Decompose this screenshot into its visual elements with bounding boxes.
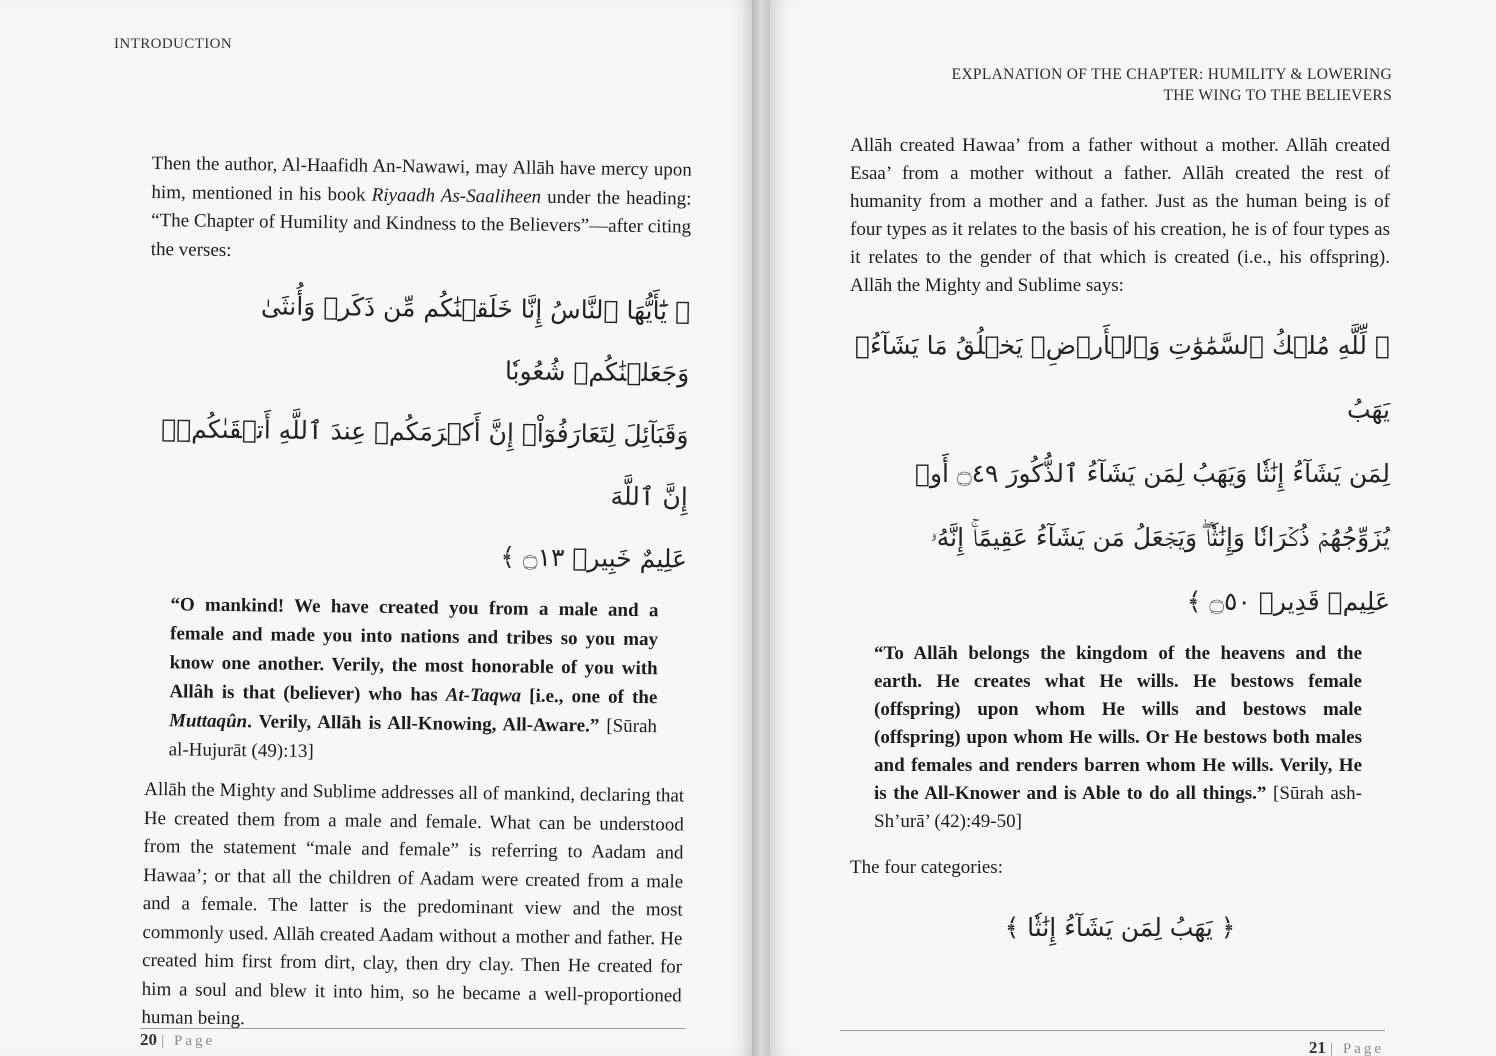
book-title: Riyaadh As-Saaliheen — [371, 184, 542, 208]
arabic-verse-line: يُزَوِّجُهُمۡ ذُكۡرَانٗا وَإِنَٰثٗاۖ وَيَجۡعَلُ مَن يَشَآءُ عَقِيمًاۚ إِنَّهُۥ — [930, 523, 1390, 552]
text-span: . Verily, Allāh is All-Knowing, All-Aware.” — [247, 711, 600, 737]
arabic-verse-block — [147, 274, 691, 591]
page-number: 20 — [140, 1030, 157, 1049]
text-span: “O mankind! We have created you from a male and a female and made you into nations and tribes so you may know one another. Verily, the most honorable of you with Allâh is that (believer) who has — [169, 594, 659, 706]
creation-paragraph: Allāh created Hawaa’ from a father without a mother. Allāh created Esaa’ from a mother without a father. Allāh created the rest of humanity from a mother and a father. Just as the human being is of four types as it relates to the basis of his creation, he is of four types as it relates to the gender of that which is created (i.e., his offspring). Allāh the Mighty and Sublime says: — [850, 135, 1390, 296]
page-footer — [140, 1030, 215, 1050]
arabic-verse-block — [850, 314, 1390, 634]
running-head: INTRODUCTION — [114, 36, 233, 52]
text-span: Then the author, Al-Haafidh An-Nawawi, may Allāh have mercy upon him, mentioned in his book — [151, 152, 692, 206]
term-italic: Muttaqûn — [168, 710, 248, 733]
page-label: | Page — [161, 1033, 216, 1049]
arabic-verse-line: ﴿ يَٰٓأَيُّهَا ٱلنَّاسُ إِنَّا خَلَقۡنَٰكُم مِّن ذَكَرٖ وَأُنثَىٰ وَجَعَلۡنَٰكُمۡ شُعُوبٗا — [260, 291, 691, 388]
text-span: under the heading: “The Chapter of Humility and Kindness to the Believers”—after citing the verses: — [150, 186, 692, 261]
running-head — [832, 64, 1392, 106]
arabic-verse-line: ﴿ لِّلَّهِ مُلۡكُ ٱلسَّمَٰوَٰتِ وَٱلۡأَرۡضِۚ يَخۡلُقُ مَا يَشَآءُۚ يَهَبُ — [855, 331, 1390, 424]
book-gutter — [752, 0, 770, 1056]
verse-translation — [850, 640, 1390, 836]
arabic-verse-line: وَقَبَآئِلَ لِتَعَارَفُوٓاْۚ إِنَّ أَكۡرَمَكُمۡ عِندَ ٱللَّهِ أَتۡقَىٰكُمۡۚ إِنَّ ٱللَّهَ — [161, 414, 689, 512]
intro-paragraph — [151, 150, 692, 271]
arabic-verse-line: عَلِيمٞ قَدِيرٞ ۝٥٠ ﴾ — [1186, 587, 1390, 616]
running-head-line: THE WING TO THE BELIEVERS — [1163, 87, 1392, 104]
page-number: 21 — [1308, 1038, 1326, 1056]
verse-translation — [144, 590, 686, 771]
commentary-paragraph: Allāh the Mighty and Sublime addresses all of mankind, declaring that He created them from a male and female. What can be understood from the statement “male and female” is referring to Aadam and Hawaa’; or that all the children of Aadam were created from a male and a female. The latter is the predominant view and the most commonly used. Allāh created Aadam without a mother and father. He created him first from dirt, clay, then dry clay. Then He created for him a soul and blew it into him, so he became a well-proportioned human being. — [141, 778, 685, 1030]
page-label: | Page — [1330, 1041, 1384, 1056]
left-page-body — [141, 150, 692, 1039]
running-head-line: EXPLANATION OF THE CHAPTER: HUMILITY & LOWERING — [951, 66, 1392, 83]
term-italic: At-Taqwa — [445, 684, 522, 707]
footer-rule — [140, 1028, 685, 1029]
arabic-verse-line: لِمَن يَشَآءُ إِنَٰثٗا وَيَهَبُ لِمَن يَشَآءُ ٱلذُّكُورَ ۝٤٩ أَوۡ — [914, 459, 1390, 488]
surah-reference: [Sūrah al-Hujurāt (49):13] — [168, 715, 658, 763]
right-page — [770, 0, 1496, 1056]
footer-rule — [840, 1030, 1385, 1031]
text-span: [i.e., one of the — [520, 685, 658, 709]
right-page-body — [850, 132, 1390, 959]
categories-heading: The four categories: — [850, 857, 1003, 878]
arabic-short-verse: ﴿ يَهَبُ لِمَن يَشَآءُ إِنَٰثٗا ﴾ — [1004, 912, 1236, 942]
page-footer — [1309, 1038, 1384, 1056]
text-span: “To Allāh belongs the kingdom of the heavens and the earth. He creates what He wills. He bestows female (offspring) upon whom He wills and bestows male (offspring) upon whom He wills. Or He bestows both males and females and renders barren whom He wills. Verily, He is the All-Knower and is Able to do all things.” — [874, 643, 1362, 804]
arabic-verse-line: عَلِيمٌ خَبِيرٞ ۝١٣ ﴾ — [500, 542, 688, 574]
surah-reference: [Sūrah ash-Sh’urā’ (42):49-50] — [874, 783, 1362, 832]
